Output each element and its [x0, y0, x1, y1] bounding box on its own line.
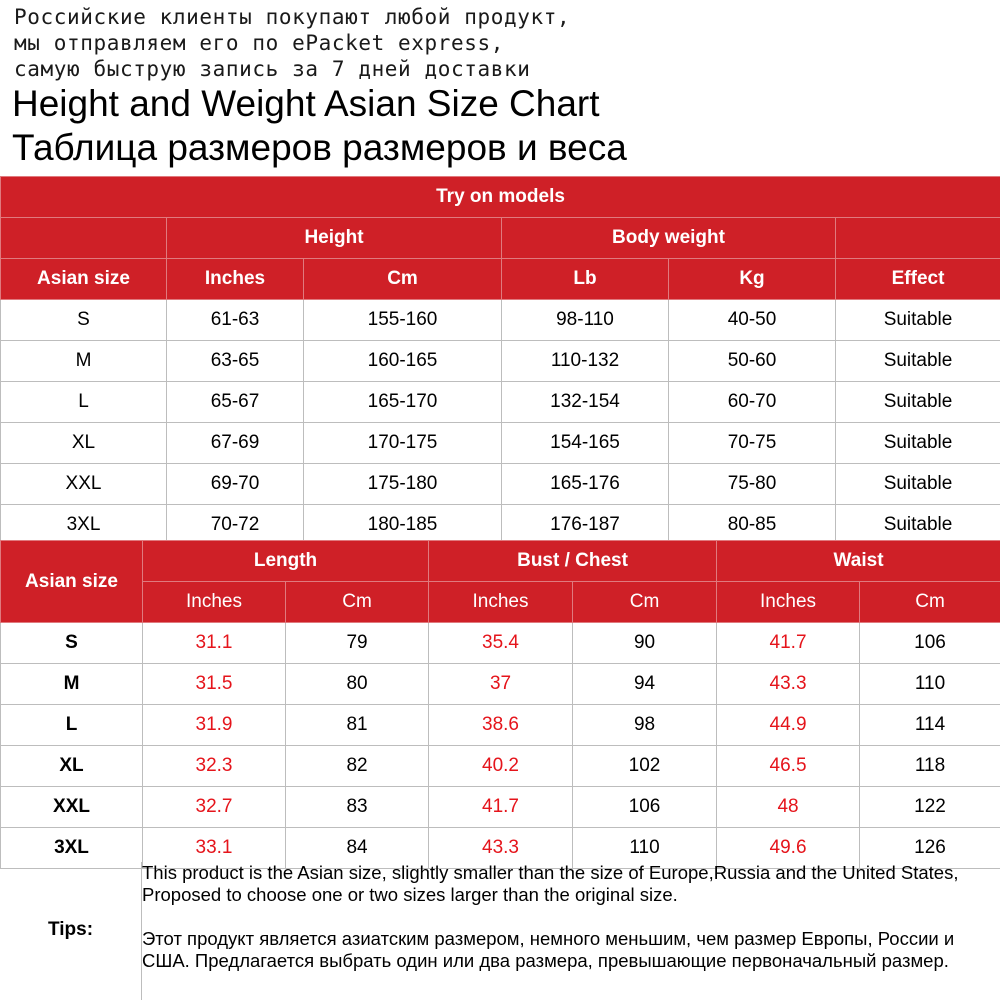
table-row [1, 746, 1000, 787]
subheader-inches: Inches [717, 582, 860, 623]
bust-inches-cell: 41.7 [429, 787, 573, 828]
tips-russian: Этот продукт является азиатским размером, немного меньшим, чем размер Европы, России и США. Предлагается выбрать один или два размера, превышающие первоначальный размер. [142, 928, 955, 971]
title-russian: Таблица размеров размеров и веса [12, 127, 627, 168]
height-inches-cell: 70-72 [167, 505, 304, 546]
effect-cell: Suitable [836, 423, 1000, 464]
length-cm-cell: 80 [286, 664, 429, 705]
header-asian-size: Asian size [1, 541, 143, 623]
size-cell: XL [1, 746, 143, 787]
height-cm-cell: 155-160 [304, 300, 502, 341]
length-cm-cell: 81 [286, 705, 429, 746]
weight-kg-cell: 60-70 [669, 382, 836, 423]
waist-inches-cell: 41.7 [717, 623, 860, 664]
size-cell: XXL [1, 464, 167, 505]
size-cell: 3XL [1, 828, 143, 869]
notice-line: самую быструю запись за 7 дней доставки [14, 57, 531, 81]
size-cell: 3XL [1, 505, 167, 546]
effect-cell: Suitable [836, 505, 1000, 546]
size-cell: M [1, 341, 167, 382]
bust-inches-cell: 40.2 [429, 746, 573, 787]
waist-cm-cell: 122 [860, 787, 1000, 828]
length-inches-cell: 33.1 [143, 828, 286, 869]
bust-inches-cell: 35.4 [429, 623, 573, 664]
waist-inches-cell: 49.6 [717, 828, 860, 869]
bust-cm-cell: 94 [573, 664, 717, 705]
weight-lb-cell: 176-187 [502, 505, 669, 546]
height-cm-cell: 160-165 [304, 341, 502, 382]
bust-inches-cell: 37 [429, 664, 573, 705]
subheader-inches: Inches [143, 582, 286, 623]
column-header: Cm [304, 259, 502, 300]
waist-inches-cell: 43.3 [717, 664, 860, 705]
column-header: Lb [502, 259, 669, 300]
weight-lb-cell: 98-110 [502, 300, 669, 341]
column-header: Inches [167, 259, 304, 300]
tips-text [142, 862, 992, 972]
bust-cm-cell: 106 [573, 787, 717, 828]
length-inches-cell: 32.3 [143, 746, 286, 787]
waist-inches-cell: 44.9 [717, 705, 860, 746]
tips-label: Tips: [48, 919, 94, 940]
length-cm-cell: 82 [286, 746, 429, 787]
header-bust-chest: Bust / Chest [429, 541, 717, 582]
height-inches-cell: 65-67 [167, 382, 304, 423]
height-inches-cell: 67-69 [167, 423, 304, 464]
notice-line: мы отправляем его по ePacket express, [14, 31, 504, 55]
table-row [1, 705, 1000, 746]
length-inches-cell: 31.5 [143, 664, 286, 705]
weight-lb-cell: 154-165 [502, 423, 669, 464]
height-cm-cell: 165-170 [304, 382, 502, 423]
subheader-cm: Cm [573, 582, 717, 623]
effect-cell: Suitable [836, 300, 1000, 341]
weight-kg-cell: 75-80 [669, 464, 836, 505]
size-cell: S [1, 300, 167, 341]
subheader-inches: Inches [429, 582, 573, 623]
header-blank [1, 218, 167, 259]
bust-cm-cell: 102 [573, 746, 717, 787]
size-cell: S [1, 623, 143, 664]
size-cell: XXL [1, 787, 143, 828]
weight-lb-cell: 165-176 [502, 464, 669, 505]
length-cm-cell: 79 [286, 623, 429, 664]
weight-lb-cell: 132-154 [502, 382, 669, 423]
table-row [1, 787, 1000, 828]
column-header: Effect [836, 259, 1000, 300]
effect-cell: Suitable [836, 382, 1000, 423]
weight-kg-cell: 80-85 [669, 505, 836, 546]
waist-inches-cell: 48 [717, 787, 860, 828]
height-cm-cell: 170-175 [304, 423, 502, 464]
table-row [1, 664, 1000, 705]
waist-cm-cell: 126 [860, 828, 1000, 869]
notice-line: Российские клиенты покупают любой продукт, [14, 5, 571, 29]
waist-cm-cell: 110 [860, 664, 1000, 705]
height-inches-cell: 63-65 [167, 341, 304, 382]
weight-kg-cell: 50-60 [669, 341, 836, 382]
waist-inches-cell: 46.5 [717, 746, 860, 787]
table-row [1, 341, 1000, 382]
bust-cm-cell: 90 [573, 623, 717, 664]
size-cell: M [1, 664, 143, 705]
tips-english: This product is the Asian size, slightly smaller than the size of Europe,Russia and the United States, Proposed to choose one or two sizes larger than the original size. [142, 862, 959, 905]
shipping-notice [14, 4, 570, 82]
height-cm-cell: 180-185 [304, 505, 502, 546]
tips-section [0, 862, 1000, 1000]
bust-inches-cell: 43.3 [429, 828, 573, 869]
length-inches-cell: 31.9 [143, 705, 286, 746]
bust-inches-cell: 38.6 [429, 705, 573, 746]
length-cm-cell: 83 [286, 787, 429, 828]
weight-kg-cell: 70-75 [669, 423, 836, 464]
size-cell: L [1, 705, 143, 746]
table-row [1, 423, 1000, 464]
height-cm-cell: 175-180 [304, 464, 502, 505]
table-row [1, 464, 1000, 505]
table-row [1, 623, 1000, 664]
header-blank [836, 218, 1000, 259]
waist-cm-cell: 106 [860, 623, 1000, 664]
height-weight-table [0, 176, 1000, 546]
subheader-cm: Cm [286, 582, 429, 623]
title-english: Height and Weight Asian Size Chart [12, 83, 600, 124]
header-body-weight: Body weight [502, 218, 836, 259]
weight-kg-cell: 40-50 [669, 300, 836, 341]
table-row [1, 300, 1000, 341]
header-height: Height [167, 218, 502, 259]
size-cell: XL [1, 423, 167, 464]
length-cm-cell: 84 [286, 828, 429, 869]
column-header: Asian size [1, 259, 167, 300]
waist-cm-cell: 118 [860, 746, 1000, 787]
size-cell: L [1, 382, 167, 423]
waist-cm-cell: 114 [860, 705, 1000, 746]
height-inches-cell: 69-70 [167, 464, 304, 505]
weight-lb-cell: 110-132 [502, 341, 669, 382]
bust-cm-cell: 110 [573, 828, 717, 869]
length-inches-cell: 32.7 [143, 787, 286, 828]
bust-cm-cell: 98 [573, 705, 717, 746]
effect-cell: Suitable [836, 464, 1000, 505]
column-header: Kg [669, 259, 836, 300]
table-caption: Try on models [1, 177, 1000, 218]
header-waist: Waist [717, 541, 1000, 582]
subheader-cm: Cm [860, 582, 1000, 623]
length-inches-cell: 31.1 [143, 623, 286, 664]
garment-size-table [0, 540, 1000, 869]
height-inches-cell: 61-63 [167, 300, 304, 341]
header-length: Length [143, 541, 429, 582]
effect-cell: Suitable [836, 341, 1000, 382]
table-row [1, 382, 1000, 423]
